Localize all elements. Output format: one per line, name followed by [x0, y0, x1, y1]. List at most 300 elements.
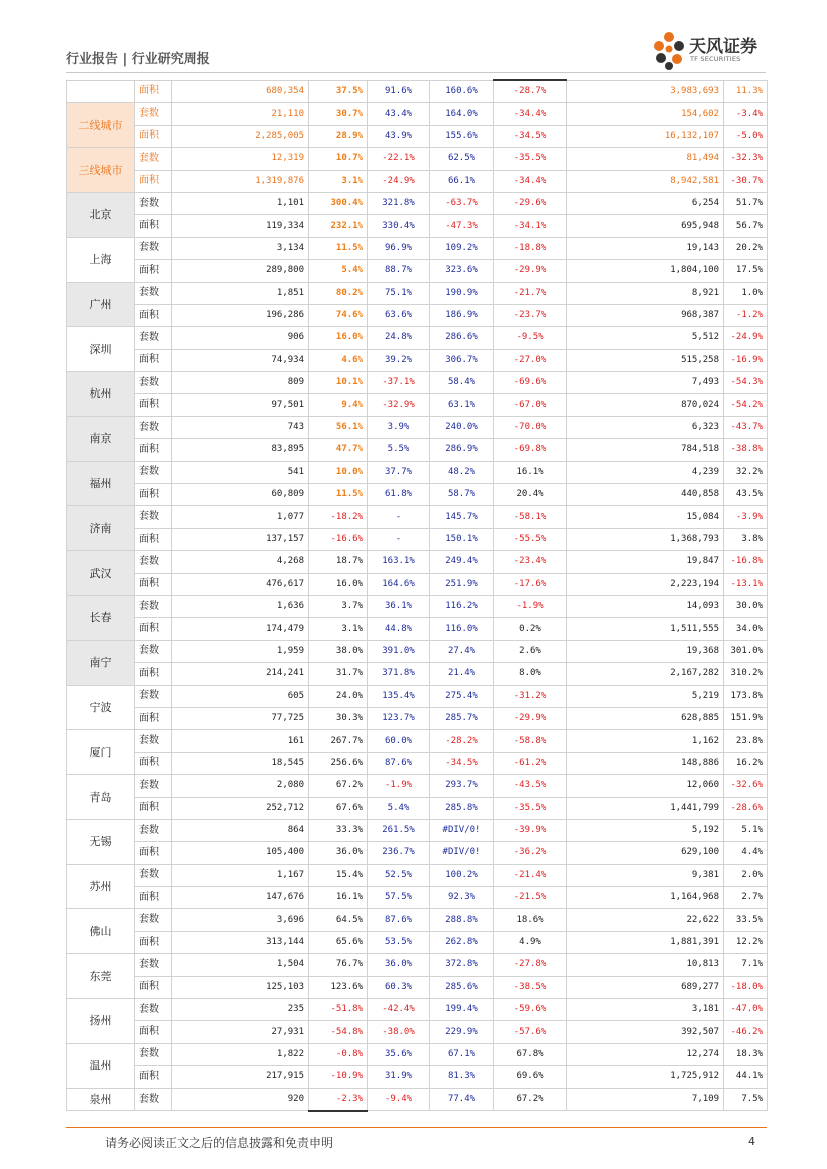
value-cell: -61.2% [494, 752, 567, 774]
value-cell: 5.4% [368, 797, 430, 819]
value-cell: 83,895 [172, 439, 309, 461]
value-cell: 32.2% [724, 461, 768, 483]
table-row [67, 506, 768, 528]
value-cell: -1.9% [368, 775, 430, 797]
value-cell: -55.5% [494, 528, 567, 550]
value-cell: 12.2% [724, 931, 768, 953]
value-cell: 77,725 [172, 707, 309, 729]
value-cell: -16.8% [724, 551, 768, 573]
value-cell: 164.0% [430, 103, 494, 125]
value-cell: 145.7% [430, 506, 494, 528]
value-cell: 88.7% [368, 260, 430, 282]
value-cell: 4,239 [567, 461, 724, 483]
city-cell: 上海 [67, 237, 135, 282]
city-cell: 东莞 [67, 954, 135, 999]
table-row [67, 1088, 768, 1111]
value-cell: -32.9% [368, 394, 430, 416]
value-cell: 7,109 [567, 1088, 724, 1111]
metric-cell: 套数 [135, 103, 172, 125]
value-cell: 968,387 [567, 304, 724, 326]
value-cell: -39.9% [494, 819, 567, 841]
value-cell: -38.8% [724, 439, 768, 461]
value-cell: 125,103 [172, 976, 309, 998]
value-cell: 275.4% [430, 685, 494, 707]
value-cell: 286.6% [430, 327, 494, 349]
value-cell: 267.7% [309, 730, 368, 752]
value-cell: 2.0% [724, 864, 768, 886]
value-cell: 392,507 [567, 1021, 724, 1043]
value-cell: 58.7% [430, 484, 494, 506]
city-cell: 济南 [67, 506, 135, 551]
value-cell: 123.7% [368, 707, 430, 729]
value-cell: 24.0% [309, 685, 368, 707]
value-cell: 65.6% [309, 931, 368, 953]
value-cell: 137,157 [172, 528, 309, 550]
value-cell: 21.4% [430, 663, 494, 685]
city-cell: 长春 [67, 595, 135, 640]
value-cell: -32.6% [724, 775, 768, 797]
value-cell: 119,334 [172, 215, 309, 237]
city-cell: 北京 [67, 192, 135, 237]
table-row [67, 618, 768, 640]
value-cell: 116.2% [430, 595, 494, 617]
value-cell: 27.4% [430, 640, 494, 662]
table-row [67, 775, 768, 797]
value-cell: 217,915 [172, 1066, 309, 1088]
metric-cell: 面积 [135, 125, 172, 147]
value-cell: 4.6% [309, 349, 368, 371]
value-cell: 288.8% [430, 909, 494, 931]
value-cell: 30.0% [724, 595, 768, 617]
city-cell: 杭州 [67, 372, 135, 417]
value-cell: 36.0% [368, 954, 430, 976]
metric-cell: 面积 [135, 260, 172, 282]
company-logo [652, 30, 768, 72]
value-cell: 4.4% [724, 842, 768, 864]
value-cell: 870,024 [567, 394, 724, 416]
value-cell: 16,132,107 [567, 125, 724, 147]
value-cell: 306.7% [430, 349, 494, 371]
value-cell: -10.9% [309, 1066, 368, 1088]
table-row [67, 237, 768, 259]
value-cell: 31.7% [309, 663, 368, 685]
metric-cell: 面积 [135, 484, 172, 506]
metric-cell: 面积 [135, 170, 172, 192]
value-cell: 10.1% [309, 372, 368, 394]
city-cell: 二线城市 [67, 103, 135, 148]
table-row [67, 685, 768, 707]
value-cell: 285.8% [430, 797, 494, 819]
table-row [67, 976, 768, 998]
value-cell: -3.9% [724, 506, 768, 528]
metric-cell: 套数 [135, 506, 172, 528]
city-cell: 厦门 [67, 730, 135, 775]
value-cell: -18.8% [494, 237, 567, 259]
metric-cell: 面积 [135, 80, 172, 103]
metric-cell: 套数 [135, 461, 172, 483]
metric-cell: 面积 [135, 394, 172, 416]
value-cell: 9.4% [309, 394, 368, 416]
table-row [67, 416, 768, 438]
value-cell: 1,804,100 [567, 260, 724, 282]
metric-cell: 面积 [135, 976, 172, 998]
value-cell: 285.7% [430, 707, 494, 729]
value-cell: -2.3% [309, 1088, 368, 1111]
value-cell: 1,959 [172, 640, 309, 662]
value-cell: 81,494 [567, 148, 724, 170]
value-cell: 1,511,555 [567, 618, 724, 640]
value-cell: 196,286 [172, 304, 309, 326]
value-cell: 0.2% [494, 618, 567, 640]
value-cell: 1.0% [724, 282, 768, 304]
value-cell: 19,847 [567, 551, 724, 573]
value-cell: 74,934 [172, 349, 309, 371]
metric-cell: 面积 [135, 215, 172, 237]
table-row [67, 797, 768, 819]
value-cell: 261.5% [368, 819, 430, 841]
value-cell: -36.2% [494, 842, 567, 864]
value-cell: 61.8% [368, 484, 430, 506]
city-cell: 南宁 [67, 640, 135, 685]
value-cell: 69.6% [494, 1066, 567, 1088]
value-cell: 21,110 [172, 103, 309, 125]
table-row [67, 484, 768, 506]
value-cell: 476,617 [172, 573, 309, 595]
value-cell: -43.7% [724, 416, 768, 438]
value-cell: 43.5% [724, 484, 768, 506]
value-cell: 19,143 [567, 237, 724, 259]
value-cell: 15,084 [567, 506, 724, 528]
value-cell: 289,800 [172, 260, 309, 282]
value-cell: 16.2% [724, 752, 768, 774]
value-cell: -21.4% [494, 864, 567, 886]
value-cell: -29.9% [494, 260, 567, 282]
value-cell: 148,886 [567, 752, 724, 774]
value-cell: 33.3% [309, 819, 368, 841]
value-cell: -16.6% [309, 528, 368, 550]
value-cell: 240.0% [430, 416, 494, 438]
value-cell: -9.5% [494, 327, 567, 349]
value-cell: 321.8% [368, 192, 430, 214]
value-cell: 10,813 [567, 954, 724, 976]
metric-cell: 套数 [135, 685, 172, 707]
value-cell: 285.6% [430, 976, 494, 998]
value-cell: -38.5% [494, 976, 567, 998]
value-cell: -34.1% [494, 215, 567, 237]
value-cell: -16.9% [724, 349, 768, 371]
metric-cell: 面积 [135, 752, 172, 774]
value-cell: 92.3% [430, 887, 494, 909]
value-cell: -21.7% [494, 282, 567, 304]
metric-cell: 面积 [135, 797, 172, 819]
value-cell: 236.7% [368, 842, 430, 864]
value-cell: 5.4% [309, 260, 368, 282]
value-cell: 24.8% [368, 327, 430, 349]
value-cell: -59.6% [494, 999, 567, 1021]
value-cell: 605 [172, 685, 309, 707]
metric-cell: 面积 [135, 663, 172, 685]
value-cell: 44.8% [368, 618, 430, 640]
value-cell: 16.1% [309, 887, 368, 909]
value-cell: -34.5% [430, 752, 494, 774]
value-cell: 3,134 [172, 237, 309, 259]
value-cell: 174,479 [172, 618, 309, 640]
value-cell: 56.7% [724, 215, 768, 237]
logo-company-name: 天风证券 [689, 37, 757, 57]
value-cell: 391.0% [368, 640, 430, 662]
value-cell: 48.2% [430, 461, 494, 483]
value-cell: 214,241 [172, 663, 309, 685]
value-cell: 16.0% [309, 327, 368, 349]
value-cell: 186.9% [430, 304, 494, 326]
city-cell: 扬州 [67, 999, 135, 1044]
value-cell: -0.8% [309, 1043, 368, 1065]
value-cell: 8.0% [494, 663, 567, 685]
value-cell: 51.7% [724, 192, 768, 214]
value-cell: 161 [172, 730, 309, 752]
value-cell: 91.6% [368, 80, 430, 103]
metric-cell: 套数 [135, 1043, 172, 1065]
value-cell: 12,274 [567, 1043, 724, 1065]
value-cell: -47.0% [724, 999, 768, 1021]
value-cell: 44.1% [724, 1066, 768, 1088]
metric-cell: 套数 [135, 192, 172, 214]
value-cell: - [368, 506, 430, 528]
value-cell: 1,504 [172, 954, 309, 976]
value-cell: -29.9% [494, 707, 567, 729]
value-cell: 235 [172, 999, 309, 1021]
value-cell: 249.4% [430, 551, 494, 573]
metric-cell: 面积 [135, 887, 172, 909]
table-row [67, 931, 768, 953]
value-cell: 330.4% [368, 215, 430, 237]
table-row [67, 394, 768, 416]
value-cell: 2,167,282 [567, 663, 724, 685]
footer-disclaimer: 请务必阅读正文之后的信息披露和免责申明 [105, 1136, 334, 1150]
value-cell: 5,512 [567, 327, 724, 349]
value-cell: 3.1% [309, 618, 368, 640]
value-cell: -34.4% [494, 170, 567, 192]
value-cell: -47.3% [430, 215, 494, 237]
value-cell: -18.2% [309, 506, 368, 528]
value-cell: 35.6% [368, 1043, 430, 1065]
table-row [67, 103, 768, 125]
metric-cell: 面积 [135, 707, 172, 729]
value-cell: -17.6% [494, 573, 567, 595]
table-row [67, 439, 768, 461]
value-cell: -29.6% [494, 192, 567, 214]
metric-cell: 套数 [135, 819, 172, 841]
city-cell: 泉州 [67, 1088, 135, 1111]
value-cell: 2.6% [494, 640, 567, 662]
value-cell: 440,858 [567, 484, 724, 506]
metric-cell: 套数 [135, 372, 172, 394]
value-cell: 293.7% [430, 775, 494, 797]
value-cell: 301.0% [724, 640, 768, 662]
value-cell: 155.6% [430, 125, 494, 147]
value-cell: 109.2% [430, 237, 494, 259]
value-cell: - [368, 528, 430, 550]
value-cell: -5.0% [724, 125, 768, 147]
metric-cell: 套数 [135, 864, 172, 886]
value-cell: -21.5% [494, 887, 567, 909]
value-cell: 689,277 [567, 976, 724, 998]
city-cell: 广州 [67, 282, 135, 327]
value-cell: -42.4% [368, 999, 430, 1021]
value-cell: 173.8% [724, 685, 768, 707]
value-cell: -24.9% [368, 170, 430, 192]
table-row [67, 663, 768, 685]
metric-cell: 面积 [135, 1021, 172, 1043]
value-cell: 371.8% [368, 663, 430, 685]
value-cell: 1,851 [172, 282, 309, 304]
value-cell: 47.7% [309, 439, 368, 461]
value-cell: 1,101 [172, 192, 309, 214]
table-row [67, 170, 768, 192]
value-cell: 1,881,391 [567, 931, 724, 953]
value-cell: 199.4% [430, 999, 494, 1021]
value-cell: 20.2% [724, 237, 768, 259]
value-cell: -32.3% [724, 148, 768, 170]
value-cell: 76.7% [309, 954, 368, 976]
value-cell: -30.7% [724, 170, 768, 192]
value-cell: 37.5% [309, 80, 368, 103]
value-cell: 541 [172, 461, 309, 483]
value-cell: 60.0% [368, 730, 430, 752]
value-cell: 36.0% [309, 842, 368, 864]
value-cell: 1,636 [172, 595, 309, 617]
city-cell: 佛山 [67, 909, 135, 954]
metric-cell: 套数 [135, 282, 172, 304]
value-cell: 3.9% [368, 416, 430, 438]
value-cell: 63.6% [368, 304, 430, 326]
value-cell: -28.6% [724, 797, 768, 819]
value-cell: 251.9% [430, 573, 494, 595]
value-cell: 7,493 [567, 372, 724, 394]
table-row [67, 573, 768, 595]
value-cell: 6,254 [567, 192, 724, 214]
value-cell: 16.1% [494, 461, 567, 483]
table-row [67, 730, 768, 752]
table-row [67, 551, 768, 573]
value-cell: -23.4% [494, 551, 567, 573]
value-cell: 74.6% [309, 304, 368, 326]
value-cell: -13.1% [724, 573, 768, 595]
table-row [67, 372, 768, 394]
value-cell: 310.2% [724, 663, 768, 685]
value-cell: 64.5% [309, 909, 368, 931]
value-cell: 135.4% [368, 685, 430, 707]
value-cell: 75.1% [368, 282, 430, 304]
value-cell: 9,381 [567, 864, 724, 886]
value-cell: 864 [172, 819, 309, 841]
value-cell: 63.1% [430, 394, 494, 416]
value-cell: 38.0% [309, 640, 368, 662]
value-cell: 3.7% [309, 595, 368, 617]
value-cell: 3,983,693 [567, 80, 724, 103]
metric-cell: 套数 [135, 954, 172, 976]
value-cell: -57.6% [494, 1021, 567, 1043]
value-cell: 809 [172, 372, 309, 394]
value-cell: 1,368,793 [567, 528, 724, 550]
table-row [67, 707, 768, 729]
value-cell: 18.6% [494, 909, 567, 931]
page-number: 4 [748, 1135, 755, 1148]
value-cell: 31.9% [368, 1066, 430, 1088]
value-cell: 12,319 [172, 148, 309, 170]
city-sales-table [66, 79, 768, 1112]
metric-cell: 面积 [135, 528, 172, 550]
value-cell: 67.1% [430, 1043, 494, 1065]
value-cell: 123.6% [309, 976, 368, 998]
value-cell: 37.7% [368, 461, 430, 483]
value-cell: 743 [172, 416, 309, 438]
value-cell: -63.7% [430, 192, 494, 214]
value-cell: 100.2% [430, 864, 494, 886]
value-cell: 96.9% [368, 237, 430, 259]
value-cell: 1,319,876 [172, 170, 309, 192]
table-row [67, 349, 768, 371]
value-cell: 6,323 [567, 416, 724, 438]
value-cell: -67.0% [494, 394, 567, 416]
value-cell: 3,696 [172, 909, 309, 931]
metric-cell: 套数 [135, 416, 172, 438]
value-cell: 300.4% [309, 192, 368, 214]
city-cell: 青岛 [67, 775, 135, 820]
metric-cell: 面积 [135, 618, 172, 640]
value-cell: 4.9% [494, 931, 567, 953]
table-row [67, 125, 768, 147]
value-cell: 8,921 [567, 282, 724, 304]
value-cell: -58.1% [494, 506, 567, 528]
table-row [67, 842, 768, 864]
value-cell: 10.7% [309, 148, 368, 170]
value-cell: -54.2% [724, 394, 768, 416]
metric-cell: 套数 [135, 909, 172, 931]
city-cell: 三线城市 [67, 148, 135, 193]
metric-cell: 面积 [135, 573, 172, 595]
city-cell: 苏州 [67, 864, 135, 909]
table-row [67, 864, 768, 886]
value-cell: -27.8% [494, 954, 567, 976]
value-cell: 60.3% [368, 976, 430, 998]
table-row [67, 215, 768, 237]
logo-flower-icon [652, 30, 688, 72]
table-row [67, 999, 768, 1021]
value-cell: 18,545 [172, 752, 309, 774]
value-cell: 67.2% [494, 1088, 567, 1111]
value-cell: 27,931 [172, 1021, 309, 1043]
value-cell: 163.1% [368, 551, 430, 573]
value-cell: 58.4% [430, 372, 494, 394]
value-cell: 2,223,194 [567, 573, 724, 595]
metric-cell: 套数 [135, 999, 172, 1021]
value-cell: -27.0% [494, 349, 567, 371]
value-cell: 14,093 [567, 595, 724, 617]
value-cell: 154,602 [567, 103, 724, 125]
value-cell: 52.5% [368, 864, 430, 886]
value-cell: 67.6% [309, 797, 368, 819]
table-row [67, 80, 768, 103]
metric-cell: 套数 [135, 148, 172, 170]
value-cell: 262.8% [430, 931, 494, 953]
table-row [67, 1043, 768, 1065]
value-cell: 11.5% [309, 237, 368, 259]
value-cell: 151.9% [724, 707, 768, 729]
value-cell: 18.3% [724, 1043, 768, 1065]
value-cell: 372.8% [430, 954, 494, 976]
value-cell: 97,501 [172, 394, 309, 416]
